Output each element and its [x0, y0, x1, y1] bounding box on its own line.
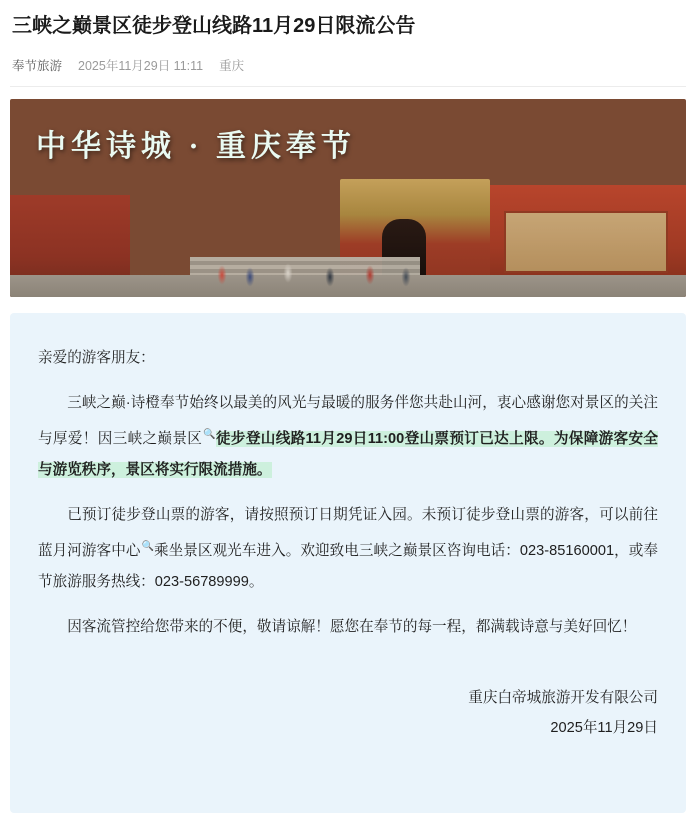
keyword-visitor-center[interactable]: [38, 540, 154, 559]
hero-image: [10, 99, 686, 297]
keyword-visitor-center-label: 蓝月河游客中心: [38, 542, 141, 559]
meta-location: 重庆: [219, 59, 245, 73]
paragraph1-highlight: 徒步登山线路11月29日11:00登山票预订已达上限。为保障游客安全与游览秩序，景区将实行限流措施。: [38, 430, 658, 478]
article-meta: [12, 56, 686, 74]
header-divider: [10, 86, 686, 87]
notice-paragraph-3: 因客流管控给您带来的不便，敬请谅解！愿您在奉节的每一程，都满载诗意与美好回忆！: [67, 618, 637, 635]
hero-people: [210, 255, 450, 289]
paragraph2-part-a: 已预订徒步登山票的游客，请按照预订日期凭证入园。未预订徒步登山票的游客，可以前往: [67, 506, 658, 523]
paragraph2-part-b: 乘坐景区观光车进入。欢迎致电三峡之巅景区咨询电话：023-85160001，或奉节旅游服务热线：023-56789999。: [38, 542, 658, 590]
page-title: 三峡之巅景区徒步登山线路11月29日限流公告: [12, 15, 416, 37]
signature-date: 2025年11月29日: [550, 719, 658, 736]
notice-card: [10, 313, 686, 813]
meta-source[interactable]: 奉节旅游: [12, 59, 63, 73]
article-page: [0, 12, 696, 820]
notice-paragraph-1: [38, 388, 658, 486]
keyword-scenic-area[interactable]: [113, 431, 216, 447]
notice-salutation: 亲爱的游客朋友：: [38, 350, 155, 366]
paragraph1-prefix: 三峡之巅·诗橙奉节始终以最美的风光与最暖的服务伴您共赴山河，衷心感谢您对景区的关注与厚爱！因: [38, 395, 658, 447]
search-icon[interactable]: 🔍: [203, 429, 216, 440]
search-icon-2[interactable]: 🔍: [141, 540, 154, 552]
hero-right-panel: [504, 211, 668, 273]
notice-paragraph-2: [38, 500, 658, 598]
meta-datetime: 2025年11月29日 11:11: [78, 59, 204, 73]
keyword-scenic-area-label: 三峡之巅景区: [112, 430, 203, 447]
signature-block: [38, 683, 658, 743]
hero-overlay-text: 中华诗城 · 重庆奉节: [36, 130, 357, 163]
signature-name: 重庆白帝城旅游开发有限公司: [468, 689, 658, 706]
